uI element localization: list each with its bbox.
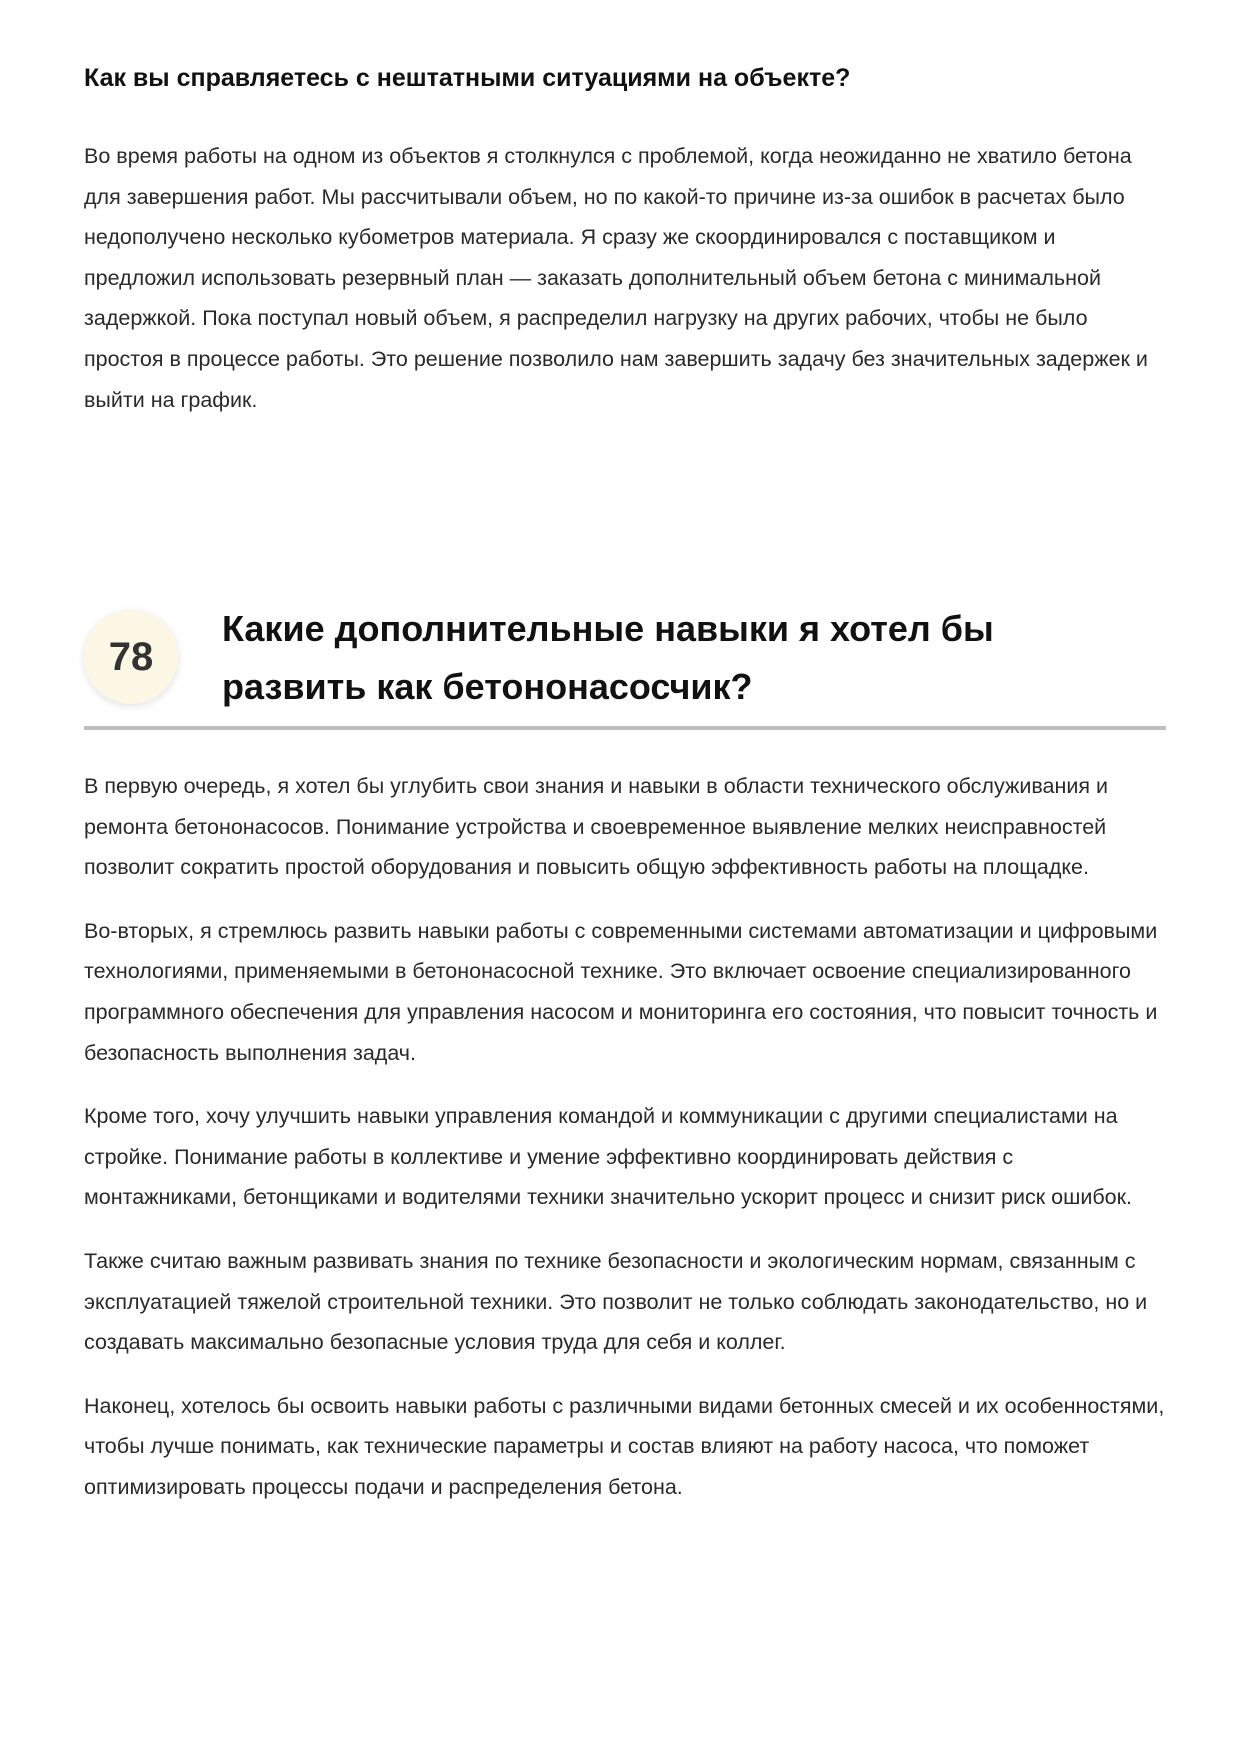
answer-block bbox=[84, 136, 1166, 420]
question-heading: Как вы справляетесь с нештатными ситуациями на объекте? bbox=[84, 64, 851, 92]
answer-paragraph: Кроме того, хочу улучшить навыки управления командой и коммуникации с другими специалистами на стройке. Понимание работы в коллективе и умение эффективно координировать действия с монтажниками, бетонщиками и водителями техники значительно ускорит процесс и снизит риск ошибок. bbox=[84, 1104, 1132, 1210]
section-header bbox=[84, 600, 1166, 730]
answer-paragraph: В первую очередь, я хотел бы углубить свои знания и навыки в области технического обслуживания и ремонта бетононасосов. Понимание устройства и своевременное выявление мелких неисправностей позволит сократить простой оборудования и повысить общую эффективность работы на площадке. bbox=[84, 774, 1108, 880]
answer-paragraph: Также считаю важным развивать знания по технике безопасности и экологическим нормам, связанным с эксплуатацией тяжелой строительной техники. Это позволит не только соблюдать законодательство, но и создавать максимально безопасные условия труда для себя и коллег. bbox=[84, 1248, 1148, 1355]
section-number-badge: 78 bbox=[84, 610, 178, 704]
section-answer bbox=[84, 766, 1166, 1531]
answer-paragraph: Во-вторых, я стремлюсь развить навыки работы с современными системами автоматизации и цифровыми технологиями, применяемыми в бетононасосной технике. Это включает освоение специализированного программного обеспечения для управления насосом и мониторинга его состояния, что повысит точность и безопасность выполнения задач. bbox=[84, 918, 1158, 1065]
answer-paragraph: Наконец, хотелось бы освоить навыки работы с различными видами бетонных смесей и их особенностями, чтобы лучше понимать, как технические параметры и состав влияют на работу насоса, что поможет оптимизировать процессы подачи и распределения бетона. bbox=[84, 1393, 1165, 1499]
section-title: Какие дополнительные навыки я хотел бы развить как бетононасосчик? bbox=[222, 608, 994, 707]
answer-paragraph: Во время работы на одном из объектов я столкнулся с проблемой, когда неожиданно не хватило бетона для завершения работ. Мы рассчитывали объем, но по какой-то причине из-за ошибок в расчетах было недополучено несколько кубометров материала. Я сразу же скоординировался с поставщиком и предложил использовать резервный план — заказать дополнительный объем бетона с минимальной задержкой. Пока поступал новый объем, я распределил нагрузку на других рабочих, чтобы не было простоя в процессе работы. Это решение позволило нам завершить задачу без значительных задержек и выйти на график. bbox=[84, 144, 1148, 412]
